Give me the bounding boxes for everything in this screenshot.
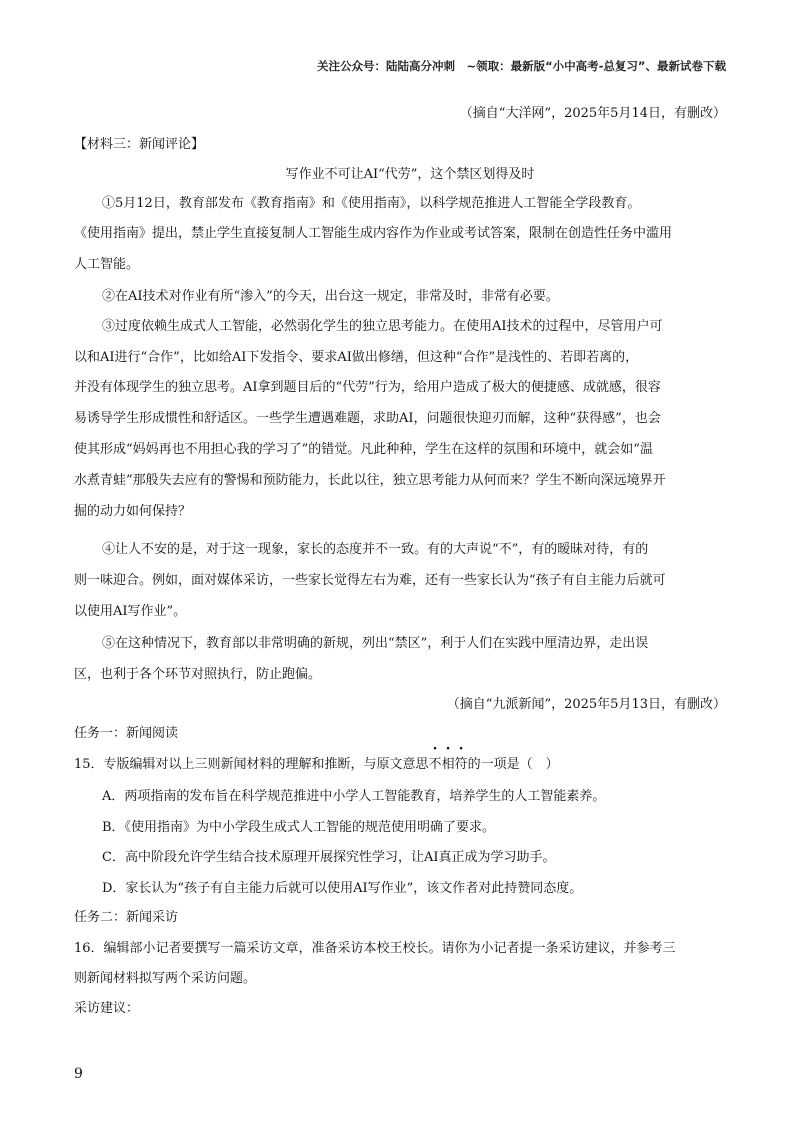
para1-line1: ①5月12日，教育部发布《教育指南》和《使用指南》，以科学规范推进人工智能全学段教育。 xyxy=(102,196,641,211)
para4-line1: ④让人不安的是，对于这一现象，家长的态度并不一致。有的大声说“不”，有的暧昧对待，有的 xyxy=(102,542,649,557)
answer-label: 采访建议： xyxy=(74,1001,140,1016)
source-line-1: （摘自“大洋网”，2025年5月14日，有删改） xyxy=(459,106,726,121)
page-header-promo: 关注公众号：陆陆高分冲刺 ~领取：最新版“小中高考-总复习”、最新试卷下载 xyxy=(316,59,726,73)
question-16-line1: 16．编辑部小记者要撰写一篇采访文章，准备采访本校王校长。请你为小记者提一条采访建议，并参考三 xyxy=(74,941,676,956)
para3-line1: ③过度依赖生成式人工智能，必然弱化学生的独立思考能力。在使用AI技术的过程中，尽管用户可 xyxy=(102,319,663,334)
option-b: B．《使用指南》为中小学段生成式人工智能的规范使用明确了要求。 xyxy=(102,820,496,835)
q15-suffix: 的一项是（ ） xyxy=(467,757,559,772)
q15-emph-char-3: 符 xyxy=(454,757,468,772)
para3-line6: 水煮青蛙”那般失去应有的警惕和预防能力，长此以往，独立思考能力从何而来？学生不断向深远境界开 xyxy=(74,473,666,488)
article-title: 写作业不可让AI“代劳”，这个禁区划得及时 xyxy=(285,167,535,182)
task2-heading: 任务二：新闻采访 xyxy=(74,910,179,925)
q15-emph-char-1: 不 xyxy=(428,757,442,772)
para3-line4: 易诱导学生形成惯性和舒适区。一些学生遭遇难题，求助AI，问题很快迎刃而解，这种“获得感”，也会 xyxy=(74,411,661,426)
para3-line3: 并没有体现学生的独立思考。AI拿到题目后的“代劳”行为，给用户造成了极大的便捷感、成就感，很容 xyxy=(74,380,661,395)
para3-line5: 使其形成“妈妈再也不用担心我的学习了”的错觉。凡此种种，学生在这样的氛围和环境中，就会如“温 xyxy=(74,442,653,457)
page-number: 9 xyxy=(74,1066,83,1082)
source-line-2: （摘自“九派新闻”，2025年5月13日，有删改） xyxy=(446,697,726,712)
para1-line2: 《使用指南》提出，禁止学生直接复制人工智能生成内容作为作业或考试答案，限制在创造性任务中滥用 xyxy=(74,226,673,241)
para5-line2: 区，也利于各个环节对照执行，防止跑偏。 xyxy=(74,667,322,682)
para2-line1: ②在AI技术对作业有所“渗入”的今天，出台这一规定，非常及时，非常有必要。 xyxy=(102,289,559,304)
option-c: C．高中阶段允许学生结合技术原理开展探究性学习，让AI真正成为学习助手。 xyxy=(102,850,556,865)
para3-line2: 以和AI进行“合作”，比如给AI下发指令、要求AI做出修缮，但这种“合作”是浅性的、若即若离的， xyxy=(74,350,639,365)
q15-prefix: 15．专版编辑对以上三则新闻材料的理解和推断，与原文意思 xyxy=(74,757,429,772)
question-15 xyxy=(74,753,559,772)
material3-heading: 【材料三：新闻评论】 xyxy=(74,137,205,152)
para4-line3: 以使用AI写作业”。 xyxy=(74,604,187,619)
para5-line1: ⑤在这种情况下，教育部以非常明确的新规，列出“禁区”，利于人们在实践中厘清边界，走出误 xyxy=(102,636,649,651)
task1-heading: 任务一：新闻阅读 xyxy=(74,726,179,741)
option-a: A．两项指南的发布旨在科学规范推进中小学人工智能教育，培养学生的人工智能素养。 xyxy=(102,789,606,804)
option-d: D．家长认为“孩子有自主能力后就可以使用AI写作业”，该文作者对此持赞同态度。 xyxy=(102,881,583,896)
q15-emph-char-2: 相 xyxy=(441,757,455,772)
para4-line2: 则一味迎合。例如，面对媒体采访，一些家长觉得左右为难，还有一些家长认为“孩子有自主能力后就可 xyxy=(74,573,666,588)
question-16-line2: 则新闻材料拟写两个采访问题。 xyxy=(74,971,257,986)
para1-line3: 人工智能。 xyxy=(74,257,140,272)
para3-line7: 掘的动力如何保持？ xyxy=(74,504,192,519)
